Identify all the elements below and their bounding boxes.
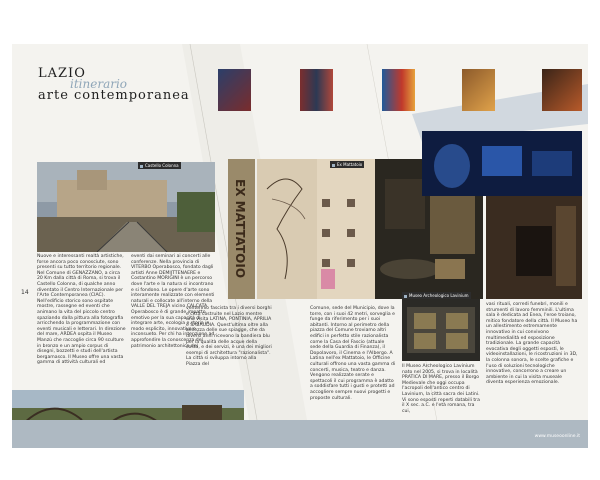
magazine-spread [12,44,588,448]
wire-sculpture-photo [257,159,317,299]
thumbnail-2 [300,69,333,111]
castello-colonna-photo [37,162,215,252]
thumbnail-5 [542,69,582,111]
museo-lavinium-tag: Museo Archeologico Lavinium [402,292,471,299]
article-column-2: eventi dai seminari ai concerti alle conferenze. Nella provincia di VITERBO Operabosco, fondato dagli artisti Anne DEMIJTTENAERE e Costantino MORIGINI è un percorso dove l'arte e la natura si incontrano e si fondono. Le opere d'arte sono interamente realizzate con elementi naturali e collocate all'interno della VALLE DEL TREJA vicino CALCATA. Operabosco è di grande impatto emotivo per la sua capacità di integrare arte, ecologia e storia in modo esplicito, innovativo e inconsueto. Per chi ha intenzione ad approfondire la conoscenza del patrimonio architettonico del [131,254,215,349]
article-column-4: Comune, sede del Municipio, dove la torre, con i suoi 42 metri, sorveglia e funge da riferimento per i suoi abitanti. Intorno al perimetro della piazza del Comune troviamo altri edifici in perfetto stile razionalista come la Casa del Fascio (attuale sede della Guardia di Finanza), il Dopolavoro, il Cinema e l'Albergo. A Latina nell'ex Mattatoio, le Officine culturali offrono una vasta gamma di concerti, musica, teatro e danza. Vengono realizzate serate e spettacoli il cui programma è adatto a soddisfare tutti i gusti e protetti ad accogliere sempre nuovi progetti e proposte culturali. [310,306,396,401]
section-title: arte contemporanea [38,88,190,103]
article-column-1: Nuove e interessanti realtà artistiche, forse ancora poco conosciute, sono presenti su tutto territorio regionale. Nel Comune di GENAZZANO, a circa 20 Km dalla città di Roma, si trova il Castello Colonna, di qualche anno diventato il Centro Internazionale per l'Arte Contemporanea (CIAC). Nell'edificio storico sono ospitate mostre, rassegne ed eventi che animano la vita del piccolo centro spaziando dalla pittura alla fotografia arricchendo la programmazione con eventi musicali e letterari. In direzione del mare, ARDEA ospita il Museo Manzù che raccoglie circa 90 sculture in bronzo e un ampio corpus di disegni, bozzetti e studi dell'artista bergamasco. Il Museo offre una vasta gamma di attività culturali ed [37,254,126,366]
footer-band [12,420,588,448]
article-column-5: Il Museo Archeologico Lavinium nato nel 2005, si trova in località PRATICA DI MARE, presso il Borgo Medievale che oggi occupa l'acropoli dell'antico centro di Lavinium, la città sacra dei Latini. Vi sono esposti reperti databili tra il X sec. a.C. e l'età romana, tra cui, [402,364,480,414]
thumbnail-3 [382,69,415,111]
article-column-6: vasi rituali, corredi funebri, monili e strumenti di lavoro femminili. L'ultima sala è dedicata ad Enea, l'eroe troiano, mitico fondatore della città. Il Museo ha un allestimento estremamente innovativo in cui convivono multimedialità ed esposizione tradizionale. La grande capacità evocativa degli oggetti esposti, le videoinstallazioni, le ricostruzioni in 3D, la colonna sonora, le scelte grafiche e l'uso di soluzioni tecnologiche innovative, concorrono a creare un ambiente in cui la visita museale diventa esperienza emozionale. [486,302,578,386]
museum-display-case-photo [402,299,480,361]
thumbnail-1 [218,69,251,111]
museum-vitrine-photo [486,196,582,299]
mattatoio-wall-photo [317,159,375,299]
itinerary-subtitle: itinerario [70,77,128,91]
thumbnail-4 [462,69,495,111]
mattatoio-graffiti-photo [228,159,255,299]
page-number: 14 [21,289,29,296]
region-title: LAZIO [38,66,86,81]
museum-blue-gallery-photo [422,131,582,196]
article-column-3: ventennio fascista tra i diversi borghi e città costruite nel Lazio mentre una visita LATINA, PONTINIA, APRILIA e SABAUDIA. Quest'ultima oltre alla bellezza delle sue spiagge, che da diversi anni ricevono la bandiera blu per la qualità delle acque della costa, e dei servizi, è una dei migliori esempi di architettura "razionalista". La città si sviluppa intorno alla Piazza del [186,306,272,367]
svg-text:EX MATTATOIO: EX MATTATOIO [233,179,247,279]
footer-url: www.museoonline.it [534,434,580,439]
ex-mattatoio-tag: Ex Mattatoio [330,161,364,168]
castello-colonna-tag: Castello Colonna [138,162,181,169]
